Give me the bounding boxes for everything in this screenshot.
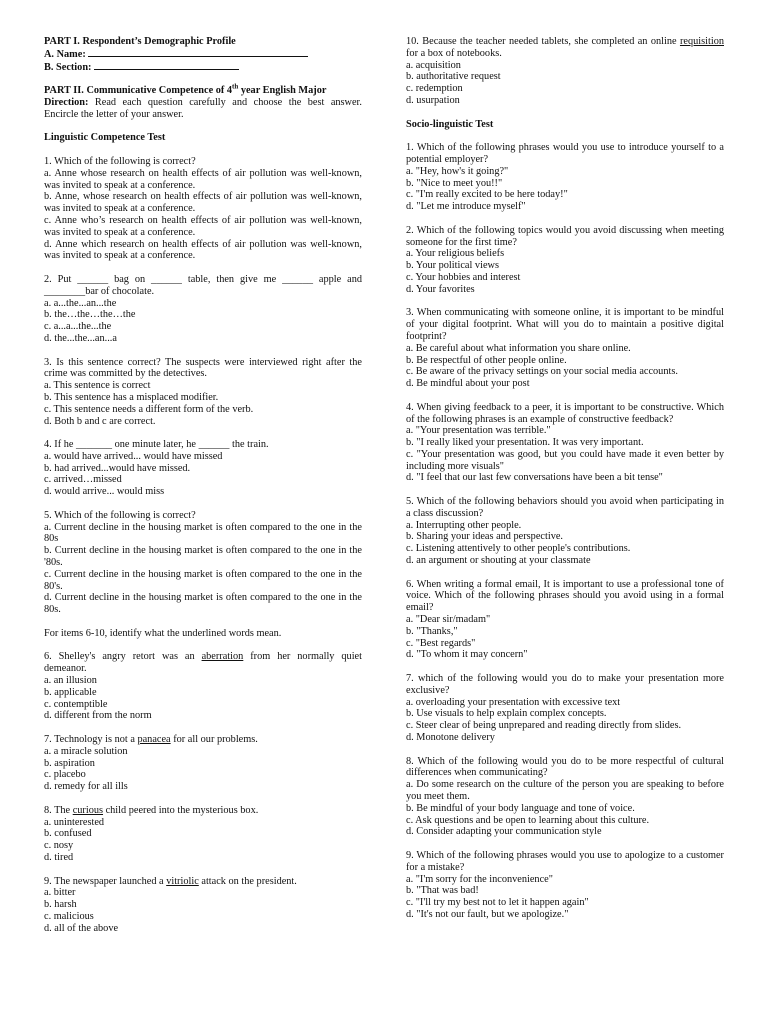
- option-b[interactable]: b. "Thanks,": [406, 625, 458, 637]
- question-l7: [44, 734, 362, 793]
- question-stem: 9. The newspaper launched a vitriolic attack on the president.: [44, 875, 297, 887]
- option-d[interactable]: d. "It's not our fault, but we apologize.": [406, 908, 569, 920]
- option-d[interactable]: d. Anne which research on health effects of air pollution was well-known, was invited to speak at a conference.: [44, 238, 362, 262]
- option-c[interactable]: c. Current decline in the housing market is often compared to the one in the 80's.: [44, 568, 362, 592]
- option-d[interactable]: d. Your favorites: [406, 283, 475, 295]
- question-l9: [44, 876, 362, 935]
- option-b[interactable]: b. This sentence has a misplaced modifier.: [44, 391, 219, 403]
- question-s9: [406, 850, 724, 921]
- option-a[interactable]: a. a miracle solution: [44, 745, 128, 757]
- underlined-word: panacea: [137, 734, 171, 746]
- question-stem: 4. If he _______ one minute later, he ______ the train.: [44, 439, 269, 451]
- option-d[interactable]: d. would arrive... would miss: [44, 486, 165, 498]
- question-stem: 6. Shelley's angry retort was an aberration from her normally quiet demeanor.: [44, 651, 362, 675]
- option-d[interactable]: d. the...the...an...a: [44, 332, 117, 344]
- question-l5: [44, 510, 362, 616]
- option-d[interactable]: d. "To whom it may concern": [406, 649, 528, 661]
- name-label: A. Name:: [44, 48, 86, 60]
- option-b[interactable]: b. Be mindful of your body language and tone of voice.: [406, 802, 635, 814]
- left-column: [44, 36, 362, 935]
- option-c[interactable]: c. nosy: [44, 840, 74, 852]
- question-l3: [44, 357, 362, 428]
- option-a[interactable]: a. Your religious beliefs: [406, 248, 505, 260]
- question-stem: 9. Which of the following phrases would you use to apologize to a customer for a mistake?: [406, 849, 724, 873]
- option-b[interactable]: b. harsh: [44, 899, 77, 911]
- option-a[interactable]: a. "I'm sorry for the inconvenience": [406, 873, 553, 885]
- option-a[interactable]: a. Current decline in the housing market is often compared to the one in the 80s: [44, 521, 362, 545]
- option-a[interactable]: a. "Your presentation was terrible.": [406, 425, 551, 437]
- option-a[interactable]: a. "Dear sir/madam": [406, 614, 491, 626]
- name-line: [44, 48, 362, 61]
- option-d[interactable]: d. Consider adapting your communication style: [406, 826, 602, 838]
- question-l6: [44, 651, 362, 722]
- question-l1: [44, 156, 362, 262]
- option-a[interactable]: a. Anne whose research on health effects of air pollution was well-known, was invited to speak at a conference.: [44, 167, 362, 191]
- question-stem: 2. Which of the following topics would you avoid discussing when meeting someone for the first time?: [406, 224, 724, 248]
- question-stem: 8. The curious child peered into the mysterious box.: [44, 804, 259, 816]
- option-b[interactable]: b. had arrived...would have missed.: [44, 462, 191, 474]
- option-b[interactable]: b. Your political views: [406, 260, 499, 272]
- section-blank[interactable]: [94, 61, 239, 70]
- right-column: [406, 36, 724, 921]
- question-stem: 4. When giving feedback to a peer, it is important to be constructive. Which of the following phrases is an example of constructive feedback?: [406, 401, 724, 425]
- option-a[interactable]: a. bitter: [44, 887, 76, 899]
- part1-title: PART I. Respondent’s Demographic Profile: [44, 36, 236, 47]
- section-line: [44, 61, 362, 74]
- option-a[interactable]: a. uninterested: [44, 816, 105, 828]
- underlined-word: requisition: [679, 36, 724, 47]
- option-a[interactable]: a. "Hey, how's it going?": [406, 165, 509, 177]
- option-c[interactable]: c. "Best regards": [406, 637, 476, 649]
- option-a[interactable]: a. Interrupting other people.: [406, 519, 522, 531]
- linguistic-title: Linguistic Competence Test: [44, 132, 166, 144]
- name-blank[interactable]: [88, 48, 308, 57]
- option-d[interactable]: d. Be mindful about your post: [406, 378, 530, 390]
- option-d[interactable]: d. remedy for all ills: [44, 781, 128, 793]
- option-b[interactable]: b. Be respectful of other people online.: [406, 354, 567, 366]
- option-a[interactable]: a. Do some research on the culture of the person you are speaking to before you meet them.: [406, 779, 724, 802]
- question-stem: 5. Which of the following behaviors should you avoid when participating in a class discussion?: [406, 496, 724, 519]
- option-d[interactable]: d. all of the above: [44, 922, 119, 934]
- option-a[interactable]: a. would have arrived... would have missed: [44, 450, 223, 462]
- question-stem: 10. Because the teacher needed tablets, she completed an online requisition for a box of notebooks.: [406, 36, 724, 59]
- option-a[interactable]: a. overloading your presentation with excessive text: [406, 696, 621, 708]
- question-s7: [406, 673, 724, 744]
- option-c[interactable]: c. arrived…missed: [44, 474, 122, 486]
- items-note: For items 6-10, identify what the underlined words mean.: [44, 627, 282, 639]
- option-a[interactable]: a. This sentence is correct: [44, 380, 151, 392]
- question-s2: [406, 225, 724, 296]
- question-stem: 7. which of the following would you do to make your presentation more exclusive?: [406, 673, 724, 696]
- option-c[interactable]: c. contemptible: [44, 698, 108, 710]
- question-stem: 8. Which of the following would you do to be more respectful of cultural differences when communicating?: [406, 755, 724, 779]
- section-label: B. Section:: [44, 61, 92, 73]
- underlined-word: vitriolic: [166, 875, 199, 887]
- question-stem: 6. When writing a formal email, It is important to use a professional tone of voice. Which of the following phrases should you avoid using in a formal email?: [406, 578, 724, 614]
- option-d[interactable]: d. an argument or shouting at your classmate: [406, 555, 591, 567]
- question-s6: [406, 579, 724, 662]
- question-s4: [406, 402, 724, 485]
- option-b[interactable]: b. applicable: [44, 686, 97, 698]
- option-b[interactable]: b. "I really liked your presentation. It was very important.: [406, 437, 644, 449]
- option-c[interactable]: c. "I'm really excited to be here today!": [406, 189, 568, 201]
- option-b[interactable]: b. Sharing your ideas and perspective.: [406, 531, 563, 543]
- question-l4: [44, 439, 362, 498]
- option-c[interactable]: c. Steer clear of being unprepared and reading directly from slides.: [406, 720, 682, 732]
- question-s1: [406, 142, 724, 213]
- direction: [44, 97, 362, 121]
- part2-title: PART II. Communicative Competence of 4th year English Major: [44, 82, 327, 97]
- option-d[interactable]: d. Both b and c are correct.: [44, 415, 156, 427]
- option-d[interactable]: d. different from the norm: [44, 710, 152, 722]
- option-c[interactable]: c. "Your presentation was good, but you could have made it even better by including more visuals": [406, 448, 724, 472]
- option-a[interactable]: a. acquisition: [406, 59, 461, 71]
- option-b[interactable]: b. Current decline in the housing market is often compared to the one in the '80s.: [44, 545, 362, 569]
- option-b[interactable]: b. "Nice to meet you!!": [406, 177, 503, 189]
- option-b[interactable]: b. the…the…the…the: [44, 309, 136, 321]
- option-a[interactable]: a. Be careful about what information you share online.: [406, 342, 631, 354]
- option-c[interactable]: c. Anne who’s research on health effects of air pollution was well-known, was invited to speak at a conference.: [44, 214, 362, 238]
- option-d[interactable]: d. Current decline in the housing market is often compared to the one in the 80s.: [44, 592, 362, 616]
- direction-label: Direction:: [44, 96, 89, 108]
- question-s3: [406, 307, 724, 390]
- option-d[interactable]: d. "I feel that our last few conversations have been a bit tense": [406, 472, 663, 484]
- option-c[interactable]: c. a...a...the...the: [44, 321, 112, 333]
- question-stem: 2. Put ______ bag on ______ table, then give me ______ apple and ________bar of chocolate.: [44, 273, 362, 297]
- underlined-word: aberration: [201, 651, 244, 663]
- question-stem: 1. Which of the following phrases would you use to introduce yourself to a potential employer?: [406, 142, 724, 165]
- option-b[interactable]: b. Anne, whose research on health effects of air pollution was well-known, was invited to speak at a conference.: [44, 191, 362, 215]
- question-l8: [44, 805, 362, 864]
- question-stem: 1. Which of the following is correct?: [44, 155, 196, 167]
- option-c[interactable]: c. Your hobbies and interest: [406, 271, 521, 283]
- question-stem: 5. Which of the following is correct?: [44, 509, 196, 521]
- question-stem: 7. Technology is not a panacea for all our problems.: [44, 734, 258, 746]
- option-d[interactable]: d. Monotone delivery: [406, 732, 495, 744]
- option-b[interactable]: b. "That was bad!: [406, 885, 479, 897]
- question-l2: [44, 274, 362, 345]
- socio-title: Socio-linguistic Test: [406, 118, 494, 130]
- option-c[interactable]: c. Listening attentively to other people's contributions.: [406, 543, 631, 555]
- option-d[interactable]: d. usurpation: [406, 94, 460, 106]
- question-s8: [406, 756, 724, 839]
- underlined-word: curious: [72, 804, 104, 816]
- option-c[interactable]: c. malicious: [44, 910, 94, 922]
- option-c[interactable]: c. placebo: [44, 769, 86, 781]
- option-a[interactable]: a. a...the...an...the: [44, 297, 117, 309]
- option-c[interactable]: c. Ask questions and be open to learning about this culture.: [406, 814, 650, 826]
- option-a[interactable]: a. an illusion: [44, 675, 97, 687]
- option-c[interactable]: c. This sentence needs a different form of the verb.: [44, 403, 254, 415]
- option-c[interactable]: c. Be aware of the privacy settings on your social media accounts.: [406, 366, 678, 378]
- option-b[interactable]: b. confused: [44, 828, 92, 840]
- question-s5: [406, 496, 724, 567]
- option-d[interactable]: d. tired: [44, 851, 74, 863]
- question-stem: 3. When communicating with someone online, it is important to be mindful of your digital footprint. What will you do to maintain a positive digital footprint?: [406, 307, 724, 342]
- option-c[interactable]: c. redemption: [406, 83, 463, 95]
- option-d[interactable]: d. "Let me introduce myself": [406, 201, 526, 213]
- option-c[interactable]: c. "I'll try my best not to let it happen again": [406, 897, 589, 909]
- option-b[interactable]: b. Use visuals to help explain complex concepts.: [406, 708, 607, 720]
- question-stem: 3. Is this sentence correct? The suspects were interviewed right after the crime was committed by the detectives.: [44, 356, 362, 380]
- direction-text: Read each question carefully and choose the best answer. Encircle the letter of your answer.: [44, 96, 362, 120]
- option-b[interactable]: b. aspiration: [44, 757, 95, 769]
- question-l10: [406, 36, 724, 107]
- option-b[interactable]: b. authoritative request: [406, 71, 501, 83]
